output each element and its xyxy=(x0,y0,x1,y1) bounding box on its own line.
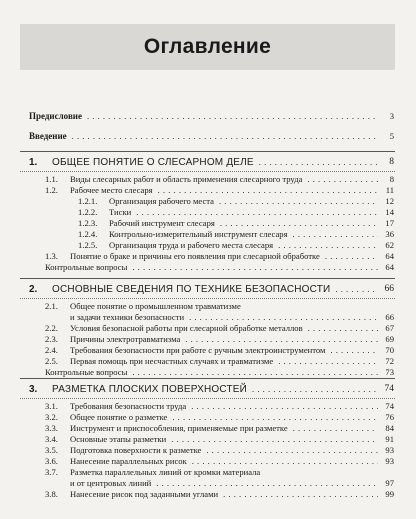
toc-entry[interactable] xyxy=(0,366,416,378)
leader-dots xyxy=(132,261,378,273)
entry-number: 1.2.5. xyxy=(78,240,98,250)
entry-title: Нанесение рисок под заданными углами xyxy=(70,489,219,499)
entry-number: 3.2. xyxy=(45,412,58,422)
entry-title: Инструмент и приспособления, применяемые при разметке xyxy=(70,423,288,433)
entry-number: 1.2.2. xyxy=(78,207,98,217)
entry-number: 1.3. xyxy=(45,251,58,261)
entry-title: Первая помощь при несчастных случаях и травматизме xyxy=(70,356,274,366)
entry-number: 1.2.3. xyxy=(78,218,98,228)
page-number: 93 xyxy=(385,445,394,455)
entry-title: Общее понятие о разметке xyxy=(70,412,168,422)
toc-entry[interactable] xyxy=(0,261,416,273)
entry-title: Требования безопасности при работе с ручным электроинструментом xyxy=(70,345,326,355)
page-number: 8 xyxy=(389,157,394,167)
entry-title: Условия безопасной работы при слесарной обработке металлов xyxy=(70,323,303,333)
leader-dots xyxy=(132,366,378,378)
page-number: 66 xyxy=(384,284,394,294)
entry-title: и задачи техники безопасности xyxy=(70,312,185,322)
entry-number: 2.5. xyxy=(45,356,58,366)
page-number: 91 xyxy=(385,434,394,444)
toc-entry-front[interactable] xyxy=(0,130,416,142)
page-number: 8 xyxy=(389,174,394,184)
entry-title: Разметка параллельных линий от кромки материала xyxy=(70,467,261,477)
page-title: Оглавление xyxy=(20,24,395,70)
leader-dots xyxy=(72,130,378,142)
toc-entry-section[interactable] xyxy=(0,488,416,500)
entry-title: Виды слесарных работ и область применения слесарного труда xyxy=(70,174,303,184)
page-number: 14 xyxy=(385,207,394,217)
entry-number: 3.7. xyxy=(45,467,58,477)
divider-line xyxy=(20,298,395,299)
page-number: 74 xyxy=(384,384,394,394)
page-number: 99 xyxy=(385,489,394,499)
page-number: 76 xyxy=(385,412,394,422)
entry-number: 3.6. xyxy=(45,456,58,466)
entry-title: Понятие о браке и причины его появления при слесарной обработке xyxy=(70,251,320,261)
entry-number: 1. xyxy=(29,157,38,168)
entry-number: 3.5. xyxy=(45,445,58,455)
entry-title: Подготовка поверхности к разметке xyxy=(70,445,202,455)
page-number: 84 xyxy=(385,423,394,433)
entry-title: Организация рабочего места xyxy=(109,196,214,206)
divider-line xyxy=(20,378,395,379)
page-number: 70 xyxy=(385,345,394,355)
entry-title: Организация труда и рабочего места слесаря xyxy=(109,240,274,250)
page-number: 74 xyxy=(385,401,394,411)
entry-number: 1.2.1. xyxy=(78,196,98,206)
entry-number: 1.2. xyxy=(45,185,58,195)
page-number: 62 xyxy=(385,240,394,250)
entry-title: Нанесение параллельных рисок xyxy=(70,456,187,466)
page-number: 93 xyxy=(385,456,394,466)
page-number: 67 xyxy=(385,323,394,333)
entry-title: Контрольные вопросы xyxy=(45,367,128,377)
page-number: 3 xyxy=(389,111,394,121)
entry-title: ОБЩЕЕ ПОНЯТИЕ О СЛЕСАРНОМ ДЕЛЕ xyxy=(52,157,254,168)
page-number: 5 xyxy=(389,131,394,141)
entry-number: 2.1. xyxy=(45,301,58,311)
entry-title: Причины электротравматизма xyxy=(70,334,181,344)
entry-title: и от центровых линий xyxy=(70,478,152,488)
entry-number: 2.3. xyxy=(45,334,58,344)
entry-title: Контрольно-измерительный инструмент слесаря xyxy=(109,229,288,239)
chapter-heading[interactable] xyxy=(0,282,416,297)
entry-title: Общее понятие о промышленном травматизме xyxy=(70,301,241,311)
entry-title: ОСНОВНЫЕ СВЕДЕНИЯ ПО ТЕХНИКЕ БЕЗОПАСНОСТИ xyxy=(52,284,331,295)
leader-dots xyxy=(87,110,378,122)
page-number: 73 xyxy=(385,367,394,377)
entry-number: 1.1. xyxy=(45,174,58,184)
entry-number: 1.2.4. xyxy=(78,229,98,239)
page-number: 64 xyxy=(385,251,394,261)
page-number: 11 xyxy=(385,185,394,195)
entry-number: 3.8. xyxy=(45,489,58,499)
entry-title: Предисловие xyxy=(29,111,82,121)
entry-title: Требования безопасности труда xyxy=(70,401,187,411)
entry-title: Введение xyxy=(29,131,67,141)
entry-title: Основные этапы разметки xyxy=(70,434,167,444)
page-number: 72 xyxy=(385,356,394,366)
entry-number: 3. xyxy=(29,384,38,395)
page-number: 17 xyxy=(385,218,394,228)
entry-number: 3.1. xyxy=(45,401,58,411)
page-number: 36 xyxy=(385,229,394,239)
page-number: 12 xyxy=(385,196,394,206)
entry-title: Контрольные вопросы xyxy=(45,262,128,272)
entry-number: 2.2. xyxy=(45,323,58,333)
divider-line xyxy=(20,278,395,279)
divider-line xyxy=(20,171,395,172)
page-number: 66 xyxy=(385,312,394,322)
page-number: 64 xyxy=(385,262,394,272)
entry-title: РАЗМЕТКА ПЛОСКИХ ПОВЕРХНОСТЕЙ xyxy=(52,384,248,395)
toc-entry-front[interactable] xyxy=(0,110,416,122)
entry-number: 2. xyxy=(29,284,38,295)
chapter-heading[interactable] xyxy=(0,382,416,397)
chapter-heading[interactable] xyxy=(0,155,416,170)
entry-number: 2.4. xyxy=(45,345,58,355)
page-number: 97 xyxy=(385,478,394,488)
divider-line xyxy=(20,398,395,399)
entry-number: 3.3. xyxy=(45,423,58,433)
entry-title: Тиски xyxy=(109,207,132,217)
entry-number: 3.4. xyxy=(45,434,58,444)
entry-title: Рабочий инструмент слесаря xyxy=(109,218,215,228)
entry-title: Рабочее место слесаря xyxy=(70,185,153,195)
divider-line xyxy=(20,151,395,152)
page-number: 69 xyxy=(385,334,394,344)
